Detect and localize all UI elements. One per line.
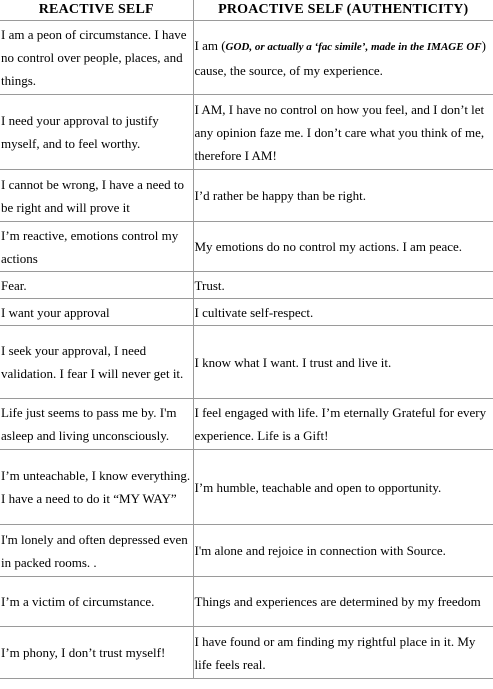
reactive-cell: I’m phony, I don’t trust myself! — [0, 627, 193, 679]
reactive-header: REACTIVE SELF — [0, 0, 193, 21]
reactive-cell: I seek your approval, I need validation. I fear I will never get it. — [0, 326, 193, 399]
emphasis-text: GOD, or actually a ‘fac simile’, made in the IMAGE OF — [225, 40, 482, 53]
proactive-cell: I know what I want. I trust and live it. — [193, 326, 493, 399]
reactive-cell: I want your approval — [0, 299, 193, 326]
reactive-cell: I'm lonely and often depressed even in packed rooms. . — [0, 525, 193, 577]
proactive-text: ) cause, the source, of my experience. — [194, 37, 486, 78]
table-row — [0, 577, 493, 627]
proactive-header: PROACTIVE SELF (AUTHENTICITY) — [193, 0, 493, 21]
proactive-text: I am ( — [194, 37, 226, 53]
reactive-cell: Life just seems to pass me by. I'm asleep and living unconsciously. — [0, 399, 193, 450]
table-row — [0, 525, 493, 577]
proactive-cell — [193, 21, 493, 95]
table-row — [0, 272, 493, 299]
table-row — [0, 450, 493, 525]
proactive-cell: I’m humble, teachable and open to opportunity. — [193, 450, 493, 525]
reactive-cell: I need your approval to justify myself, and to feel worthy. — [0, 95, 193, 170]
table-row — [0, 299, 493, 326]
proactive-cell: I cultivate self-respect. — [193, 299, 493, 326]
proactive-cell: I have found or am finding my rightful place in it. My life feels real. — [193, 627, 493, 679]
reactive-cell: I am a peon of circumstance. I have no control over people, places, and things. — [0, 21, 193, 95]
reactive-cell: Fear. — [0, 272, 193, 299]
reactive-cell: I cannot be wrong, I have a need to be right and will prove it — [0, 170, 193, 222]
reactive-cell: I’m a victim of circumstance. — [0, 577, 193, 627]
reactive-cell: I’m unteachable, I know everything. I have a need to do it “MY WAY” — [0, 450, 193, 525]
proactive-cell: Things and experiences are determined by my freedom — [193, 577, 493, 627]
table-row — [0, 326, 493, 399]
proactive-cell: Trust. — [193, 272, 493, 299]
proactive-cell: My emotions do no control my actions. I am peace. — [193, 222, 493, 272]
proactive-cell: I feel engaged with life. I’m eternally Grateful for every experience. Life is a Gift! — [193, 399, 493, 450]
table-row — [0, 399, 493, 450]
header-row — [0, 0, 493, 21]
proactive-cell: I'm alone and rejoice in connection with Source. — [193, 525, 493, 577]
table-row — [0, 222, 493, 272]
table-row — [0, 21, 493, 95]
table-row — [0, 170, 493, 222]
table-row — [0, 627, 493, 679]
table-row — [0, 95, 493, 170]
reactive-cell: I’m reactive, emotions control my actions — [0, 222, 193, 272]
proactive-cell: I AM, I have no control on how you feel, and I don’t let any opinion faze me. I don’t care what you think of me, therefore I AM! — [193, 95, 493, 170]
proactive-cell: I’d rather be happy than be right. — [193, 170, 493, 222]
